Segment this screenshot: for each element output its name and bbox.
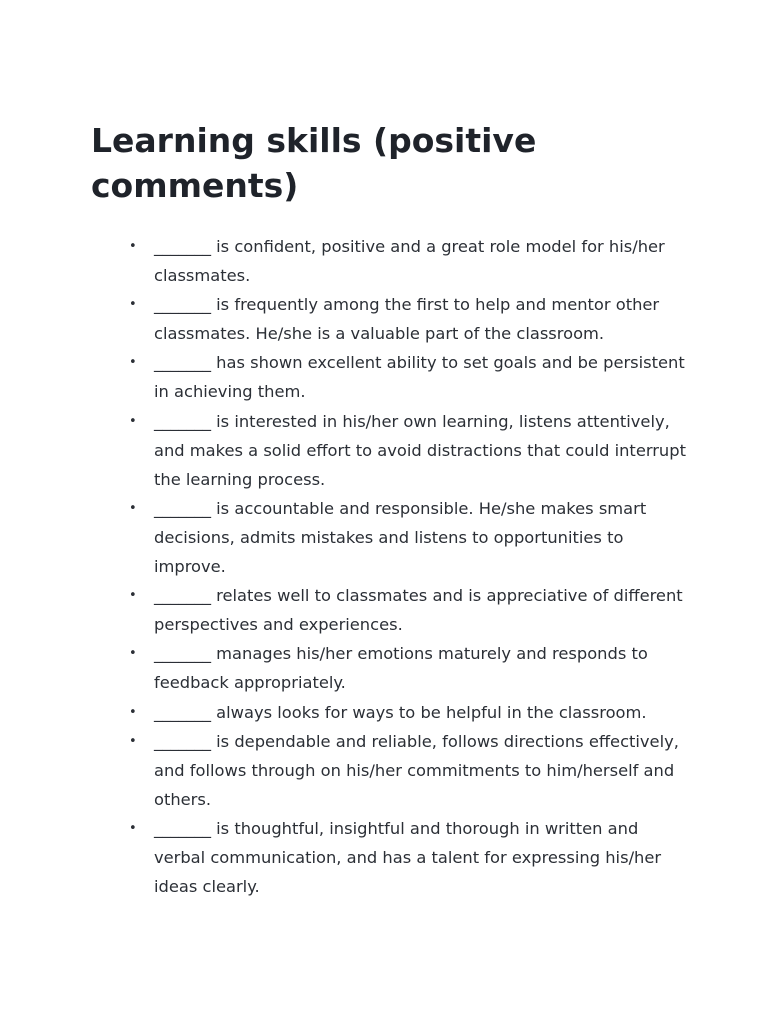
list-item-text: _______ is dependable and reliable, follows directions effectively, and follows through on his/her commitments to him/herself and others. <box>154 731 679 809</box>
bullet-icon: • <box>129 239 137 254</box>
list-item-text: _______ is frequently among the first to help and mentor other classmates. He/she is a valuable part of the classroom. <box>154 295 660 344</box>
comments-list <box>91 232 691 901</box>
bullet-icon: • <box>129 820 137 836</box>
list-item-text: _______ relates well to classmates and is appreciative of different perspectives and experiences. <box>154 586 683 635</box>
list-item-text: _______ is interested in his/her own learning, listens attentively, and makes a solid effort to avoid distractions that could interrupt the learning process. <box>154 411 686 489</box>
document-page <box>91 118 691 897</box>
list-item-text: _______ has shown excellent ability to set goals and be persistent in achieving them. <box>154 353 685 402</box>
bullet-icon: • <box>129 646 137 662</box>
bullet-icon: • <box>129 355 137 371</box>
bullet-icon: • <box>129 413 137 429</box>
list-item-text: _______ always looks for ways to be helpful in the classroom. <box>154 702 647 722</box>
list-item <box>91 494 691 581</box>
list-item <box>91 348 691 406</box>
list-item-text: _______ is confident, positive and a great role model for his/her classmates. <box>154 237 665 286</box>
list-item <box>91 232 691 290</box>
list-item <box>91 581 691 639</box>
bullet-icon: • <box>129 588 137 604</box>
list-item <box>91 290 691 348</box>
page-title: Learning skills (positive comments) <box>91 121 537 205</box>
list-item <box>91 698 691 727</box>
list-item-text: _______ manages his/her emotions maturely and responds to feedback appropriately. <box>154 644 648 693</box>
bullet-icon: • <box>129 297 137 313</box>
list-item <box>91 727 691 814</box>
list-item-text: _______ is accountable and responsible. He/she makes smart decisions, admits mistakes and listens to opportunities to improve. <box>154 498 647 577</box>
bullet-icon: • <box>129 733 137 749</box>
bullet-icon: • <box>129 500 137 516</box>
bullet-icon: • <box>129 704 137 720</box>
list-item-text: _______ is thoughtful, insightful and thorough in written and verbal communication, and has a talent for expressing his/her ideas clearly. <box>154 818 662 897</box>
list-item <box>91 814 691 901</box>
list-item <box>91 639 691 697</box>
list-item <box>91 407 691 494</box>
